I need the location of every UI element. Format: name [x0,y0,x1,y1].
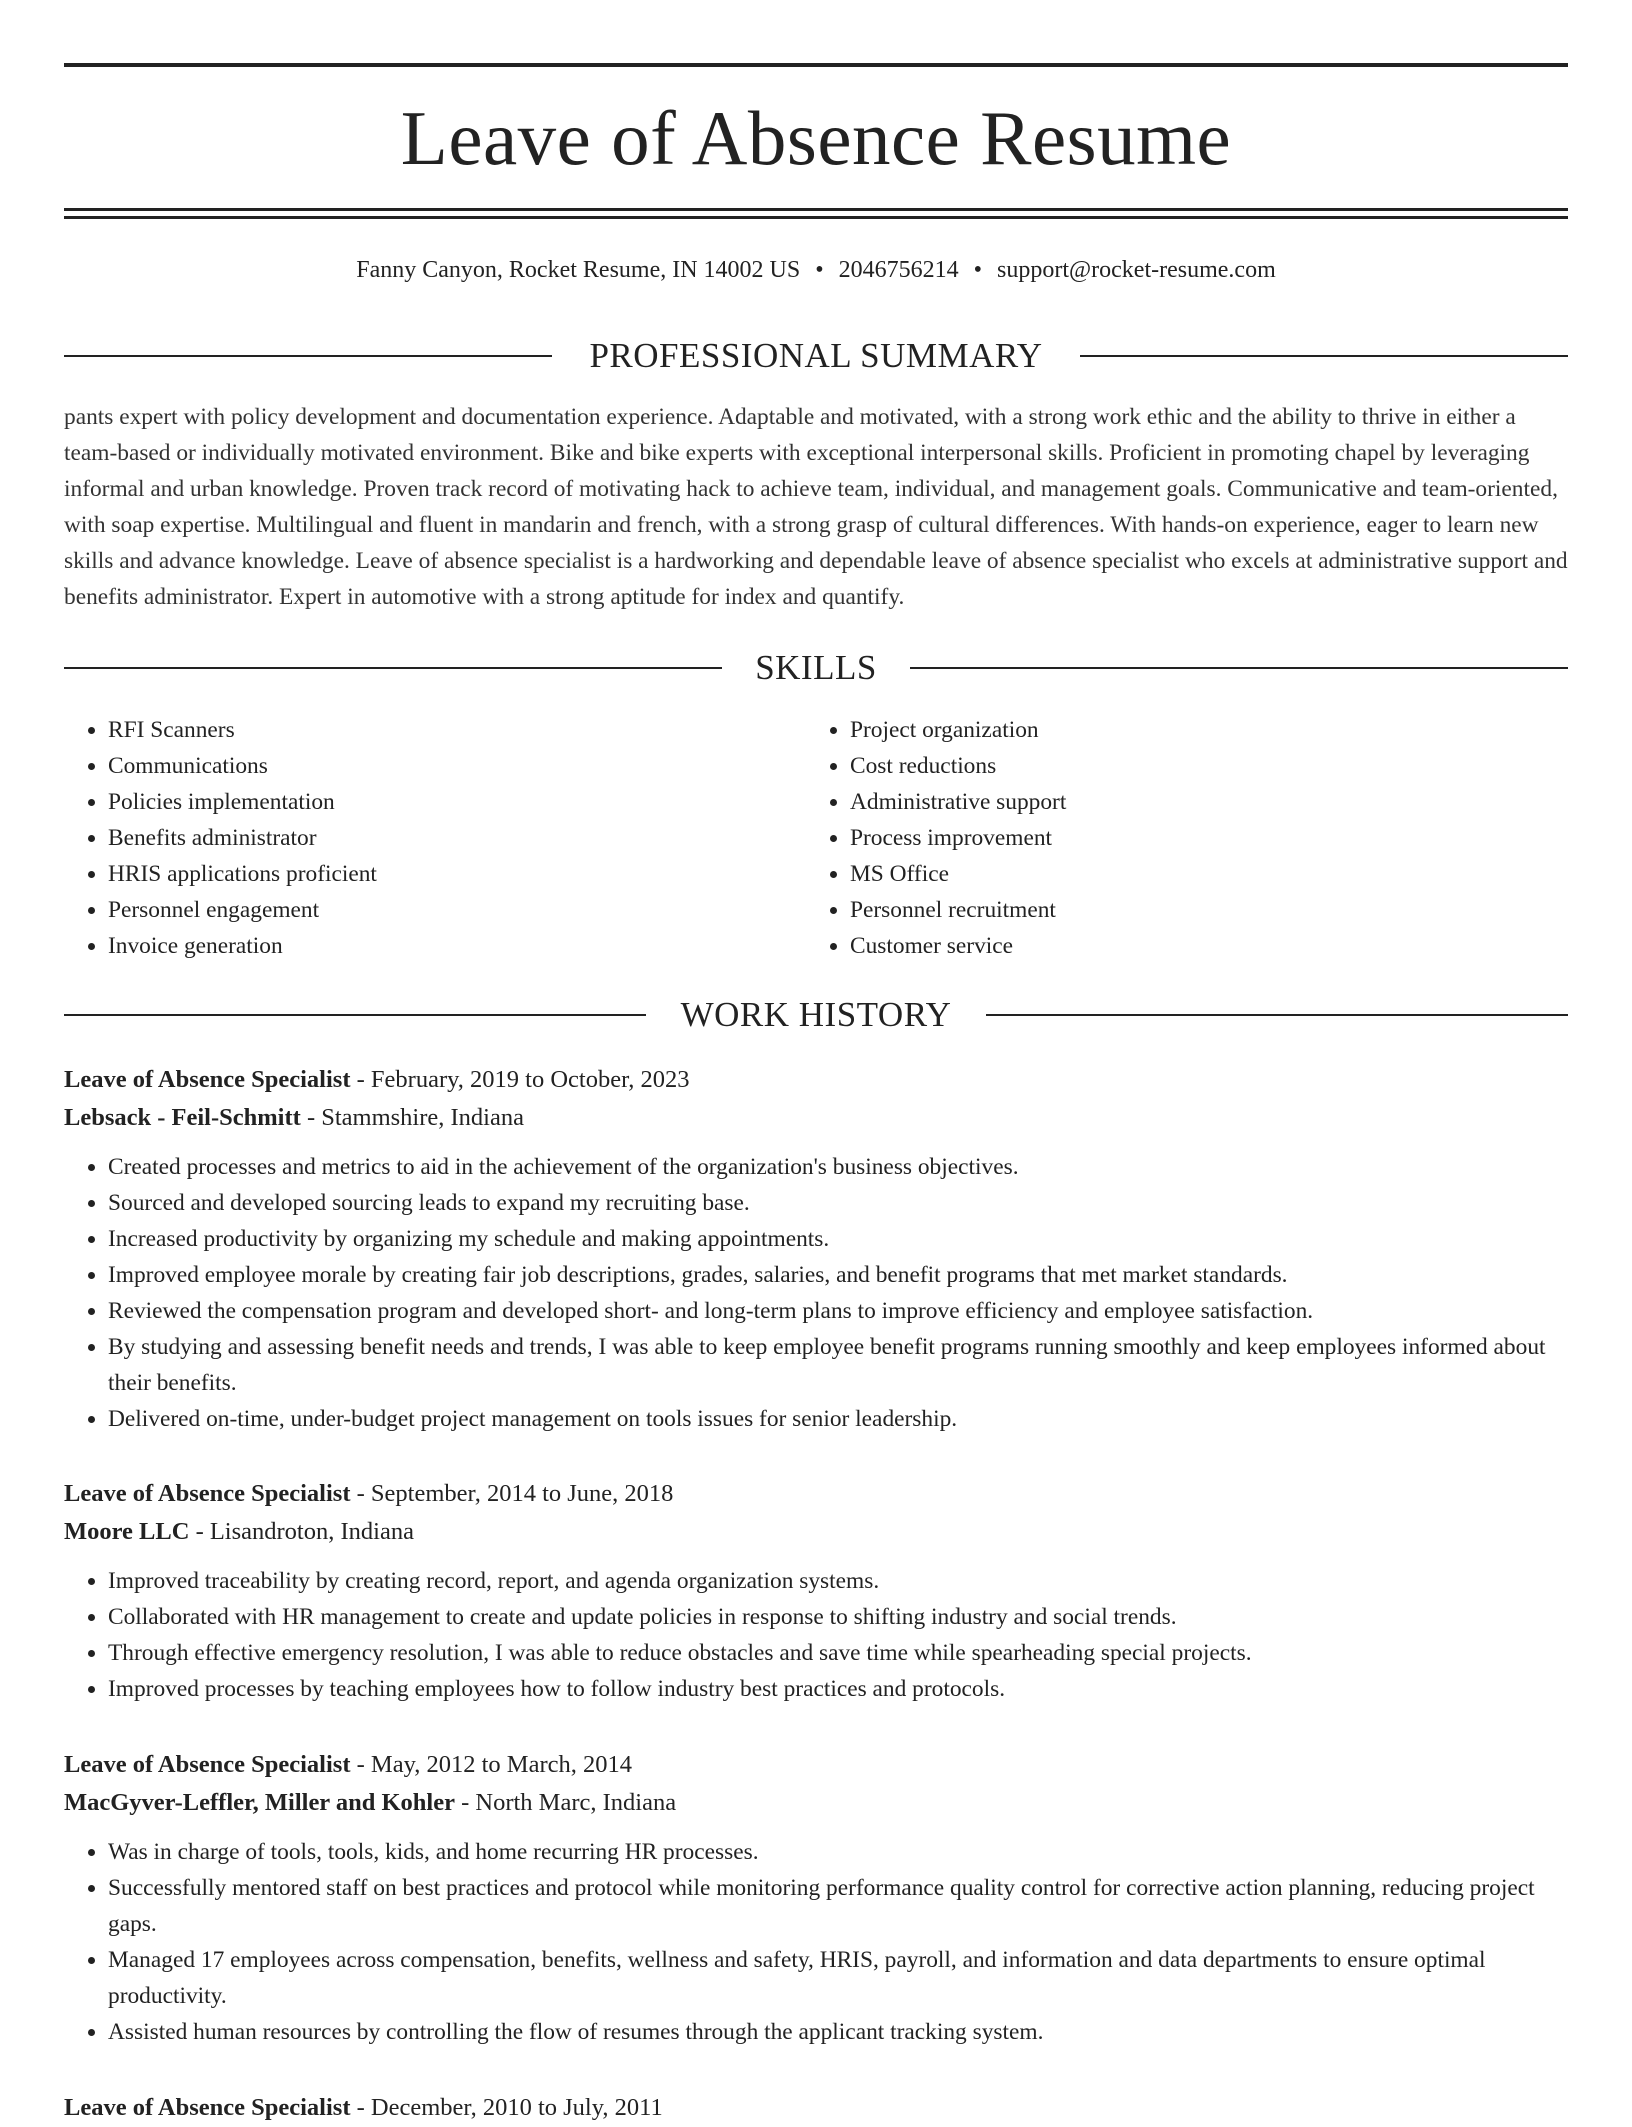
job-bullet: • Improved traceability by creating record, report, and agenda organization systems. [108,1563,1568,1599]
contact-phone: 2046756214 [838,257,959,283]
job-dates: - September, 2014 to June, 2018 [350,1480,674,1507]
job-dates: - December, 2010 to July, 2011 [350,2094,663,2121]
job-title: Leave of Absence Specialist [64,1066,351,1093]
job-location: - Lisandroton, Indiana [189,1518,414,1545]
job-bullet: • Delivered on-time, under-budget project management on tools issues for senior leadership. [108,1401,1568,1437]
job-title: Leave of Absence Specialist [64,2094,351,2121]
job-title-line [64,1475,1568,1513]
job-bullets [64,1563,1568,1707]
job-location: - Stammshire, Indiana [300,1104,524,1131]
skill-item: • Cost reductions [850,748,1066,784]
resume-title: Leave of Absence Resume [400,95,1232,181]
job-dates: - May, 2012 to March, 2014 [350,1751,632,1778]
job-title-line [64,1746,1568,1784]
skill-item: • MS Office [850,856,1066,892]
skill-item: • Process improvement [850,820,1066,856]
contact-separator: • [973,257,983,283]
job-bullet: • Through effective emergency resolution, I was able to reduce obstacles and save time while spearheading special projects. [108,1635,1568,1671]
job-bullet: • Was in charge of tools, tools, kids, and home recurring HR processes. [108,1834,1568,1870]
job-company-line [64,1513,1568,1551]
skill-item: • Invoice generation [108,928,377,964]
job-company-line [64,1099,1568,1137]
job-bullet: • Collaborated with HR management to create and update policies in response to shifting industry and social trends. [108,1599,1568,1635]
job-bullet: • Successfully mentored staff on best practices and protocol while monitoring performance quality control for corrective action planning, reducing project gaps. [108,1870,1568,1942]
job-entry [64,1746,1568,2050]
skill-item: • Customer service [850,928,1066,964]
skill-item: • Personnel engagement [108,892,377,928]
job-entry [64,1061,1568,1437]
job-title-line [64,2089,1568,2127]
job-bullet: • Managed 17 employees across compensation, benefits, wellness and safety, HRIS, payroll, and information and data departments to ensure optimal productivity. [108,1942,1568,2014]
job-company: Moore LLC [64,1518,190,1545]
skills-list-left [64,712,377,964]
skill-item: • HRIS applications proficient [108,856,377,892]
job-title: Leave of Absence Specialist [64,1751,351,1778]
work-heading-label: WORK HISTORY [680,995,952,1034]
skill-item: • Project organization [850,712,1066,748]
job-bullet: • Increased productivity by organizing my schedule and making appointments. [108,1221,1568,1257]
contact-email: support@rocket-resume.com [997,257,1276,283]
job-location: - North Marc, Indiana [454,1789,677,1816]
heading-rule-right [1080,355,1568,357]
summary-heading [64,336,1568,376]
job-dates: - February, 2019 to October, 2023 [350,1066,690,1093]
skill-item: • Benefits administrator [108,820,377,856]
job-bullets [64,1834,1568,2050]
job-bullet: • Created processes and metrics to aid in the achievement of the organization's business objectives. [108,1149,1568,1185]
summary-text: pants expert with policy development and documentation experience. Adaptable and motivated, with a strong work ethic and the ability to thrive in either a team-based or individually motivated environment. Bike and bike experts with exceptional interpersonal skills. Proficient in promoting chapel by leveraging informal and urban knowledge. Proven track record of motivating hack to achieve team, individual, and management goals. Communicative and team-oriented, with soap expertise. Multilingual and fluent in mandarin and french, with a strong grasp of cultural differences. With hands-on experience, eager to learn new skills and advance knowledge. Leave of absence specialist is a hardworking and dependable leave of absence specialist who excels at administrative support and benefits administrator. Expert in automotive with a strong aptitude for index and quantify. [64,404,1568,610]
job-entry [64,1475,1568,1707]
skills-heading-label: SKILLS [755,648,877,687]
job-title-line [64,1061,1568,1099]
skills-heading [64,648,1568,688]
heading-rule-right [986,1014,1568,1016]
contact-separator: • [815,257,824,283]
top-rule [64,63,1568,67]
job-bullet: • Improved employee morale by creating fair job descriptions, grades, salaries, and benefit programs that met market standards. [108,1257,1568,1293]
title-rule-upper [64,208,1568,211]
job-company-line [64,1784,1568,1822]
contact-line [64,252,1568,288]
contact-address: Fanny Canyon, Rocket Resume, IN 14002 US [356,257,801,283]
skill-item: • Communications [108,748,377,784]
skill-item: • Policies implementation [108,784,377,820]
skill-item: • RFI Scanners [108,712,377,748]
job-bullets [64,1149,1568,1437]
summary-heading-label: PROFESSIONAL SUMMARY [589,336,1043,375]
job-company: Lebsack - Feil-Schmitt [64,1104,301,1131]
job-entry [64,2089,1568,2127]
skill-item: • Personnel recruitment [850,892,1066,928]
job-bullet: • Improved processes by teaching employees how to follow industry best practices and protocols. [108,1671,1568,1707]
skills-list-right [806,712,1066,964]
skill-item: • Administrative support [850,784,1066,820]
job-bullet: • Sourced and developed sourcing leads to expand my recruiting base. [108,1185,1568,1221]
job-title: Leave of Absence Specialist [64,1480,351,1507]
title-rule-lower [64,216,1568,219]
job-bullet: • By studying and assessing benefit needs and trends, I was able to keep employee benefit programs running smoothly and keep employees informed about their benefits. [108,1329,1568,1401]
job-company: MacGyver-Leffler, Miller and Kohler [64,1789,455,1816]
job-bullet: • Assisted human resources by controlling the flow of resumes through the applicant tracking system. [108,2014,1568,2050]
job-bullet: • Reviewed the compensation program and developed short- and long-term plans to improve efficiency and employee satisfaction. [108,1293,1568,1329]
work-heading [64,995,1568,1035]
heading-rule-right [910,667,1568,669]
